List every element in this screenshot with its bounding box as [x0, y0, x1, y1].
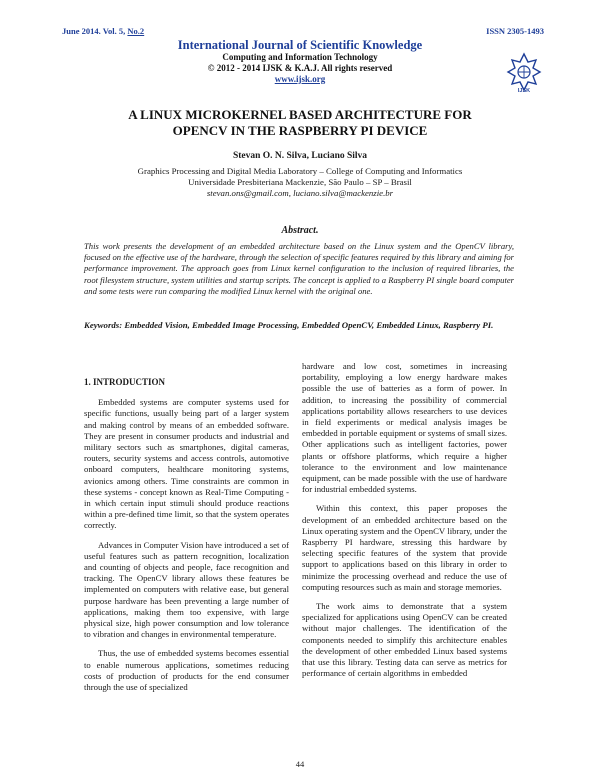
journal-subtitle: Computing and Information Technology — [222, 52, 378, 62]
affiliation-line-1: Graphics Processing and Digital Media Laboratory – College of Computing and Informatics — [137, 166, 463, 176]
issue-info — [62, 26, 144, 36]
affiliation-line-2: Universidade Presbiteriana Mackenzie, São Paulo – SP – Brasil — [188, 177, 412, 187]
body-column-right — [302, 361, 507, 687]
body-paragraph: hardware and low cost, sometimes in increasing portability, employing a low energy hardware makes possible the use of batteries as a form of power. In addition, to increasing the possibility of commercial applications portability allows researchers to use devices in field experiments or medical analysis images be embedded in portable equipment or systems of small sizes. Other applications such as intelligent factories, power plants or offshore platforms, which require a higher tolerance to the environment and low maintenance equipment, can be made possible with the use of hardware for industrial embedded systems. — [302, 361, 507, 495]
page-number: 44 — [295, 759, 305, 769]
paper-title-line-1: A LINUX MICROKERNEL BASED ARCHITECTURE FOR — [128, 107, 472, 122]
abstract-text: This work presents the development of an embedded architecture based on the Linux system and the OpenCV library, focused on the effective use of the hardware, through the selection of specific features required by this library and aiming for performance improvement. The approach goes from Linux kernel configuration to the inclusion of required libraries, the root filesystem structure, system utilities and startup scripts. The concept is applied to a Raspberry PI single board computer and some tests were run comparing the modified Linux kernel with the original one. — [84, 241, 514, 296]
paper-title-line-2: OPENCV IN THE RASPBERRY PI DEVICE — [172, 123, 428, 138]
body-paragraph: Thus, the use of embedded systems becomes essential to enable numerous applications, sometimes reducing costs of production of products for the end consumer through the use of specialized — [84, 648, 289, 693]
journal-copyright: © 2012 - 2014 IJSK & K.A.J. All rights reserved — [207, 63, 393, 73]
body-paragraph: Advances in Computer Vision have introduced a set of useful features such as pattern recognition, localization and counting of objects and people, face recognition and tracking. The OpenCV library allows these features be implemented on computers with relative ease, but general purpose hardware has been preventing a large number of applications, making them too expensive, with large physical size, high power consumption and low tolerance to vibration and changes in environmental temperature. — [84, 539, 289, 640]
issue-number-link[interactable]: No.2 — [127, 26, 145, 36]
body-paragraph: The work aims to demonstrate that a system specialized for applications using OpenCV can be created without major challenges. The identification of the components needed to simplify this architecture enables the development of other embedded Linux based systems that use this library. Testing data can serve as metrics for performance of certain algorithms in embedded — [302, 601, 507, 679]
abstract-heading: Abstract. — [281, 225, 319, 236]
paper-affiliation — [0, 166, 600, 199]
body-column-left — [84, 377, 289, 701]
body-paragraph: Embedded systems are computer systems used for specific functions, usually being part of a larger system and making control by means of an embedded software. They are present in consumer products and industrial and military sectors such as smartphones, digital cameras, routers, security systems and access controls, automotive onboard computers, healthcare monitoring systems, avionics among others. Time constraints are common in these systems - concept known as Real-Time Computing - in which certain input stimuli should produce reactions within a pre-defined time limit, so that the system operates correctly. — [84, 397, 289, 531]
author-emails: stevan.ons@gmail.com, luciano.silva@mackenzie.br — [206, 188, 394, 198]
issn: ISSN 2305-1493 — [486, 26, 544, 36]
body-paragraph: Within this context, this paper proposes the development of an embedded architecture based on the Linux operating system and the OpenCV library, under the Raspberry PI hardware, stressing this hardware by selecting specific features of the system that provide support to applications based on this library in order to minimize the processing overhead and reduce the use of computing resources such as main and storage memories. — [302, 503, 507, 592]
paper-authors: Stevan O. N. Silva, Luciano Silva — [232, 151, 368, 161]
section-heading-introduction: 1. INTRODUCTION — [84, 377, 166, 387]
issue-prefix: June 2014. Vol. 5, — [62, 26, 126, 36]
journal-url-link[interactable]: www.ijsk.org — [274, 74, 326, 84]
keywords: Keywords: Embedded Vision, Embedded Image Processing, Embedded OpenCV, Embedded Linux, Raspberry PI. — [84, 320, 494, 330]
journal-logo-text: IJSK — [517, 88, 531, 94]
journal-title: International Journal of Scientific Knowledge — [177, 38, 423, 52]
paper-title — [60, 107, 540, 139]
